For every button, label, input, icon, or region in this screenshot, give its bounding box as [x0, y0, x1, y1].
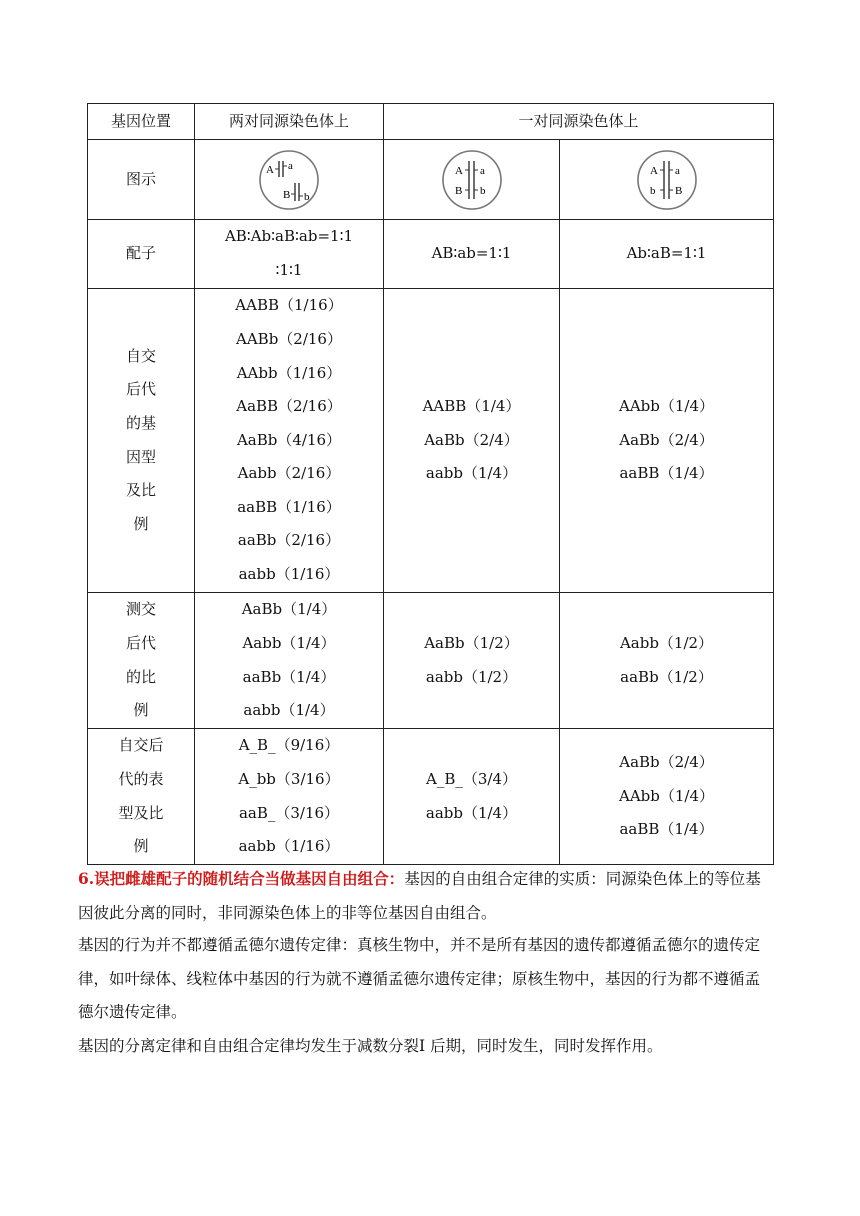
note-paragraph-3: 基因的分离定律和自由组合定律均发生于减数分裂Ⅰ 后期，同时发生，同时发挥作用。 [78, 1037, 663, 1055]
header-two-pairs: 两对同源染色体上 [195, 104, 384, 140]
label-line: 的基 [125, 413, 156, 432]
allele-b-label: b [304, 190, 310, 203]
note-text: 基因的自由组合定律的实质：同源染色体上的等位基因彼此分离的同时，非同源染色体上的非等位基因自由组合。 [78, 870, 761, 922]
label-line: 后代 [125, 380, 156, 399]
label-line: 及比 [125, 481, 156, 500]
label-line: 例 [133, 837, 149, 856]
self-genotype-repulsion [560, 289, 774, 593]
phenotype-entry: AAbb（1/4） [619, 786, 715, 805]
allele-A-label: A [649, 164, 658, 177]
genotype-entry: aabb（1/16） [238, 565, 340, 584]
note-paragraph-1 [78, 862, 774, 930]
gametes-two-pairs [195, 220, 384, 289]
note-heading: 6.误把雌雄配子的随机结合当做基因自由组合： [78, 869, 405, 888]
phenotype-entry: aaB_（3/16） [238, 803, 340, 822]
label-line: 后代 [125, 633, 156, 652]
testcross-label [88, 593, 195, 729]
chromosome-diagram-repulsion [636, 149, 698, 211]
allele-b-label: b [649, 184, 655, 197]
gametes-coupled: AB∶ab=1∶1 [384, 220, 560, 289]
label-line: 例 [133, 701, 149, 720]
genotype-entry: Aabb（1/4） [242, 633, 336, 652]
self-phenotype-label [88, 729, 195, 865]
label-line: 因型 [125, 447, 156, 466]
testcross-coupled [384, 593, 560, 729]
header-row [88, 104, 774, 140]
allele-a-label: a [674, 164, 680, 177]
genotype-entry: AaBb（2/4） [619, 430, 714, 449]
diagram-cell-one-pair-repulsion [560, 140, 774, 220]
self-genotype-coupled [384, 289, 560, 593]
header-one-pair: 一对同源染色体上 [384, 104, 774, 140]
gametes-line: AB∶Ab∶aB∶ab=1∶1 [224, 227, 354, 246]
note-paragraph-2: 基因的行为并不都遵循孟德尔遗传定律：真核生物中，并不是所有基因的遗传都遵循孟德尔的遗传定律，如叶绿体、线粒体中基因的行为就不遵循孟德尔遗传定律；原核生物中，基因的行为都不遵循孟德尔遗传定律。 [78, 936, 761, 1021]
genotype-entry: aabb（1/4） [243, 701, 335, 720]
diagram-label: 图示 [88, 140, 195, 220]
genotype-entry: aaBb（1/4） [242, 667, 336, 686]
genotype-entry: AAbb（1/4） [619, 397, 715, 416]
genotype-entry: aaBB（1/4） [619, 464, 714, 483]
self-phenotype-coupled [384, 729, 560, 865]
self-genotype-row [88, 289, 774, 593]
chromosome-diagram-coupled [441, 149, 503, 211]
genotype-entry: AAbb（1/16） [236, 363, 342, 382]
diagram-row [88, 140, 774, 220]
testcross-row [88, 593, 774, 729]
allele-B-label: B [454, 184, 462, 197]
genotype-entry: AaBb（1/4） [241, 600, 337, 619]
label-line: 的比 [125, 667, 156, 686]
self-phenotype-two-pairs [195, 729, 384, 865]
self-genotype-two-pairs [195, 289, 384, 593]
diagram-cell-one-pair-coupled [384, 140, 560, 220]
genotype-entry: Aabb（2/16） [237, 464, 341, 483]
chromosome-diagram-two-pairs [258, 149, 320, 211]
gametes-repulsion: Ab∶aB=1∶1 [560, 220, 774, 289]
allele-B-label: B [674, 184, 682, 197]
gametes-line: ∶1∶1 [275, 261, 303, 279]
allele-a-label: a [479, 164, 485, 177]
label-line: 例 [133, 514, 149, 533]
gametes-label: 配子 [88, 220, 195, 289]
phenotype-entry: A_bb（3/16） [238, 769, 340, 788]
genotype-entry: aaBb（2/16） [237, 531, 341, 550]
allele-b-label: b [479, 184, 485, 197]
genotype-entry: AaBB（2/16） [236, 397, 342, 416]
self-phenotype-row [88, 729, 774, 865]
genotype-entry: AABB（1/16） [235, 296, 343, 315]
allele-A-label: A [266, 163, 274, 176]
genotype-entry: AaBb（2/4） [424, 430, 519, 449]
phenotype-entry: A_B_（3/4） [426, 769, 517, 788]
genotype-entry: AABb（2/16） [236, 329, 342, 348]
label-line: 代的表 [118, 769, 164, 788]
allele-B-label: B [283, 188, 291, 201]
genotype-entry: AaBb（4/16） [236, 430, 342, 449]
genotype-entry: aaBB（1/16） [237, 497, 341, 516]
phenotype-entry: aaBB（1/4） [619, 820, 714, 839]
testcross-two-pairs [195, 593, 384, 729]
header-gene-position: 基因位置 [88, 104, 195, 140]
phenotype-entry: AaBb（2/4） [619, 753, 714, 772]
gametes-row [88, 220, 774, 289]
testcross-repulsion [560, 593, 774, 729]
diagram-cell-two-pairs [195, 140, 384, 220]
genotype-entry: AaBb（1/2） [424, 633, 519, 652]
genotype-entry: Aabb（1/2） [619, 633, 714, 652]
allele-a-label: a [288, 159, 293, 172]
allele-A-label: A [454, 164, 463, 177]
phenotype-entry: aabb（1/16） [238, 837, 340, 856]
label-line: 自交 [125, 346, 156, 365]
label-line: 测交 [125, 600, 156, 619]
self-phenotype-repulsion [560, 729, 774, 865]
label-line: 型及比 [118, 803, 164, 822]
label-line: 自交后 [118, 736, 164, 755]
phenotype-entry: A_B_（9/16） [238, 736, 340, 755]
genotype-entry: AABB（1/4） [422, 397, 521, 416]
genetics-table [87, 103, 774, 865]
phenotype-entry: aabb（1/4） [425, 803, 518, 822]
genotype-entry: aabb（1/4） [425, 464, 518, 483]
genotype-entry: aaBb（1/2） [620, 667, 713, 686]
self-genotype-label [88, 289, 195, 593]
genotype-entry: aabb（1/2） [425, 667, 518, 686]
